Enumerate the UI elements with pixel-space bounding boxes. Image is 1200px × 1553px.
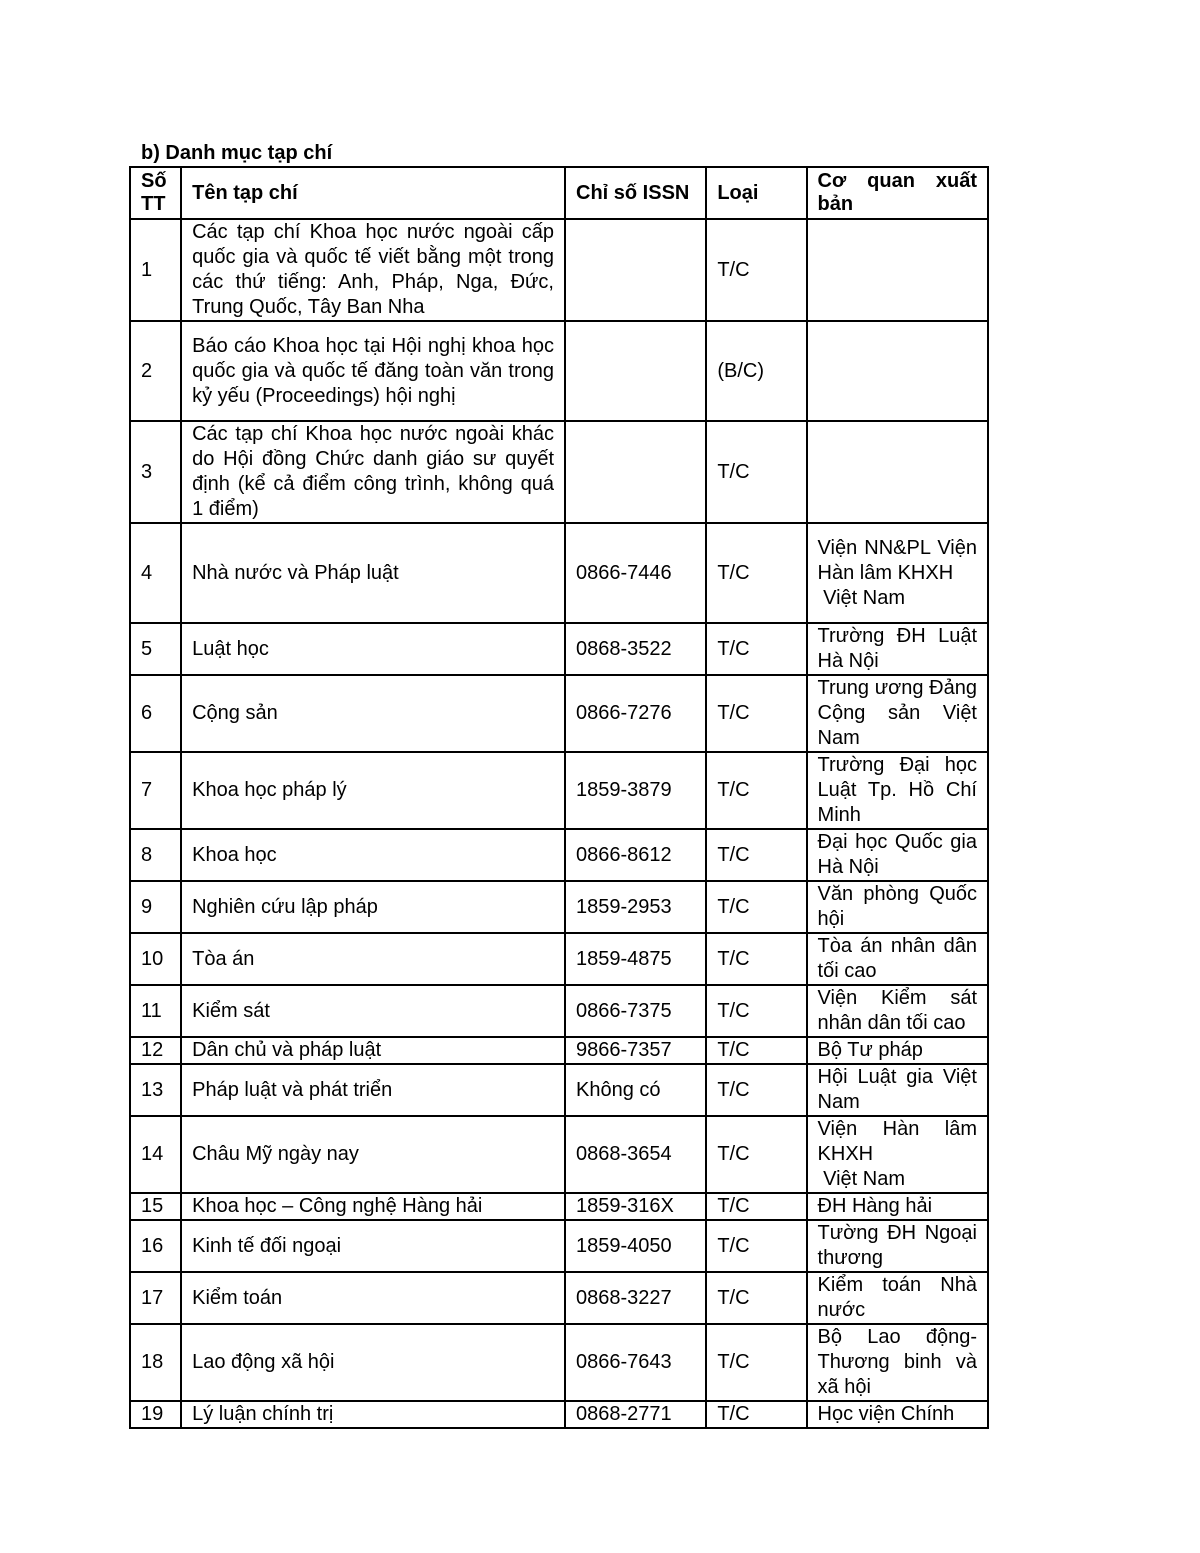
table-row (130, 623, 988, 675)
cell-no: 13 (130, 1064, 181, 1116)
cell-type: T/C (706, 881, 806, 933)
cell-issn: 0866-7643 (565, 1324, 706, 1401)
section-title: b) Danh mục tạp chí (141, 142, 333, 164)
cell-publisher-text: Trường Đại học Luật Tp. Hồ Chí Minh (817, 754, 977, 826)
cell-publisher (807, 829, 988, 881)
cell-name: Kinh tế đối ngoại (181, 1220, 565, 1272)
cell-type: T/C (706, 675, 806, 752)
cell-type: T/C (706, 985, 806, 1037)
cell-publisher-text: Bộ Tư pháp (817, 1039, 923, 1061)
cell-issn: Không có (565, 1064, 706, 1116)
cell-type: T/C (706, 1064, 806, 1116)
cell-type: T/C (706, 1220, 806, 1272)
table-row (130, 829, 988, 881)
table-row (130, 1116, 988, 1193)
cell-name: Luật học (181, 623, 565, 675)
cell-no: 15 (130, 1193, 181, 1220)
cell-publisher (807, 1272, 988, 1324)
cell-type: T/C (706, 623, 806, 675)
cell-no: 5 (130, 623, 181, 675)
cell-issn: 0866-7276 (565, 675, 706, 752)
cell-type: T/C (706, 1272, 806, 1324)
cell-issn: 0866-7375 (565, 985, 706, 1037)
journal-table (129, 166, 989, 1429)
cell-publisher-text: Hội Luật gia Việt Nam (817, 1066, 977, 1113)
cell-publisher (807, 933, 988, 985)
cell-name: Kiểm sát (181, 985, 565, 1037)
table-row (130, 1064, 988, 1116)
cell-publisher (807, 321, 988, 421)
cell-no: 6 (130, 675, 181, 752)
cell-type: T/C (706, 829, 806, 881)
table-row (130, 1220, 988, 1272)
cell-no: 10 (130, 933, 181, 985)
cell-issn: 0868-3654 (565, 1116, 706, 1193)
cell-type: T/C (706, 1401, 806, 1428)
cell-publisher-text: Văn phòng Quốc hội (817, 883, 977, 930)
cell-no: 4 (130, 523, 181, 623)
cell-name: Nghiên cứu lập pháp (181, 881, 565, 933)
cell-issn: 0868-3227 (565, 1272, 706, 1324)
table-row (130, 752, 988, 829)
cell-name: Khoa học – Công nghệ Hàng hải (181, 1193, 565, 1220)
table-row (130, 1401, 988, 1428)
cell-no: 8 (130, 829, 181, 881)
cell-issn (565, 321, 706, 421)
cell-publisher-text: ĐH Hàng hải (817, 1195, 933, 1217)
cell-issn: 9866-7357 (565, 1037, 706, 1064)
cell-publisher-extra: Việt Nam (817, 1168, 905, 1190)
cell-no: 3 (130, 421, 181, 523)
cell-name: Kiểm toán (181, 1272, 565, 1324)
cell-name: Châu Mỹ ngày nay (181, 1116, 565, 1193)
cell-publisher (807, 1064, 988, 1116)
cell-issn: 0866-8612 (565, 829, 706, 881)
cell-publisher-text: Kiểm toán Nhà nước (817, 1274, 977, 1321)
cell-type: T/C (706, 421, 806, 523)
cell-type: (B/C) (706, 321, 806, 421)
table-row (130, 933, 988, 985)
header-issn (565, 167, 706, 219)
table-row (130, 675, 988, 752)
header-issn-label: Chỉ số ISSN (576, 181, 690, 204)
cell-no: 16 (130, 1220, 181, 1272)
table-row (130, 421, 988, 523)
cell-type: T/C (706, 219, 806, 321)
cell-name: Dân chủ và pháp luật (181, 1037, 565, 1064)
cell-publisher-text: Trường ĐH Luật Hà Nội (817, 625, 977, 672)
cell-name: Tòa án (181, 933, 565, 985)
cell-type: T/C (706, 523, 806, 623)
table-row (130, 219, 988, 321)
table-row (130, 1193, 988, 1220)
cell-publisher (807, 675, 988, 752)
cell-name: Nhà nước và Pháp luật (181, 523, 565, 623)
cell-publisher (807, 623, 988, 675)
cell-no: 9 (130, 881, 181, 933)
header-publisher (807, 167, 988, 219)
cell-type: T/C (706, 1193, 806, 1220)
cell-publisher (807, 219, 988, 321)
cell-name: Khoa học pháp lý (181, 752, 565, 829)
cell-publisher-text: Đại học Quốc gia Hà Nội (817, 831, 977, 878)
table-row (130, 1324, 988, 1401)
cell-issn: 0868-2771 (565, 1401, 706, 1428)
cell-no: 2 (130, 321, 181, 421)
cell-type: T/C (706, 1116, 806, 1193)
cell-issn: 1859-4050 (565, 1220, 706, 1272)
cell-name: Các tạp chí Khoa học nước ngoài khác do Hội đồng Chức danh giáo sư quyết định (kể cả điểm công trình, không quá 1 điểm) (181, 421, 565, 523)
cell-issn: 1859-2953 (565, 881, 706, 933)
cell-publisher-text: Viện Kiểm sát nhân dân tối cao (817, 987, 977, 1034)
cell-no: 12 (130, 1037, 181, 1064)
cell-issn: 0866-7446 (565, 523, 706, 623)
cell-name: Pháp luật và phát triển (181, 1064, 565, 1116)
cell-no: 7 (130, 752, 181, 829)
cell-publisher (807, 1037, 988, 1064)
table-row (130, 985, 988, 1037)
cell-publisher-text: Viện NN&PL Viện Hàn lâm KHXH (817, 536, 977, 584)
cell-no: 17 (130, 1272, 181, 1324)
cell-no: 18 (130, 1324, 181, 1401)
cell-publisher (807, 1220, 988, 1272)
cell-name: Báo cáo Khoa học tại Hội nghị khoa học quốc gia và quốc tế đăng toàn văn trong kỷ yếu (Proceedings) hội nghị (181, 321, 565, 421)
cell-name: Khoa học (181, 829, 565, 881)
header-type: Loại (706, 167, 806, 219)
table-row (130, 881, 988, 933)
cell-publisher (807, 523, 988, 623)
table-row (130, 321, 988, 421)
table-header-row (130, 167, 988, 219)
cell-issn (565, 421, 706, 523)
table-row (130, 1272, 988, 1324)
cell-publisher (807, 985, 988, 1037)
cell-publisher (807, 1116, 988, 1193)
cell-no: 19 (130, 1401, 181, 1428)
cell-issn: 1859-316X (565, 1193, 706, 1220)
cell-type: T/C (706, 1037, 806, 1064)
cell-publisher (807, 1324, 988, 1401)
header-no: Số TT (130, 167, 181, 219)
cell-publisher-text: Trung ương Đảng Cộng sản Việt Nam (817, 677, 977, 749)
table-row (130, 523, 988, 623)
cell-publisher-text: Tòa án nhân dân tối cao (817, 935, 977, 982)
cell-publisher-text: Học viện Chính (817, 1403, 955, 1425)
cell-publisher (807, 1193, 988, 1220)
cell-name: Lý luận chính trị (181, 1401, 565, 1428)
cell-name: Cộng sản (181, 675, 565, 752)
cell-no: 1 (130, 219, 181, 321)
cell-type: T/C (706, 933, 806, 985)
cell-publisher-text: Tường ĐH Ngoại thương (817, 1222, 977, 1269)
cell-publisher-extra: Việt Nam (817, 586, 905, 609)
cell-publisher (807, 881, 988, 933)
cell-issn: 1859-3879 (565, 752, 706, 829)
cell-publisher-text: Bộ Lao động-Thương binh và xã hội (817, 1326, 977, 1398)
cell-publisher (807, 752, 988, 829)
cell-name: Lao động xã hội (181, 1324, 565, 1401)
cell-type: T/C (706, 1324, 806, 1401)
table-row (130, 1037, 988, 1064)
header-name: Tên tạp chí (181, 167, 565, 219)
cell-no: 11 (130, 985, 181, 1037)
cell-issn: 1859-4875 (565, 933, 706, 985)
cell-no: 14 (130, 1116, 181, 1193)
cell-issn: 0868-3522 (565, 623, 706, 675)
cell-publisher (807, 421, 988, 523)
cell-issn (565, 219, 706, 321)
cell-type: T/C (706, 752, 806, 829)
header-publisher-label: Cơ quan xuất bản (817, 170, 977, 215)
cell-name: Các tạp chí Khoa học nước ngoài cấp quốc gia và quốc tế viết bằng một trong các thứ tiếng: Anh, Pháp, Nga, Đức, Trung Quốc, Tây Ban Nha (181, 219, 565, 321)
cell-publisher-text: Viện Hàn lâm KHXH (817, 1118, 977, 1165)
cell-publisher (807, 1401, 988, 1428)
